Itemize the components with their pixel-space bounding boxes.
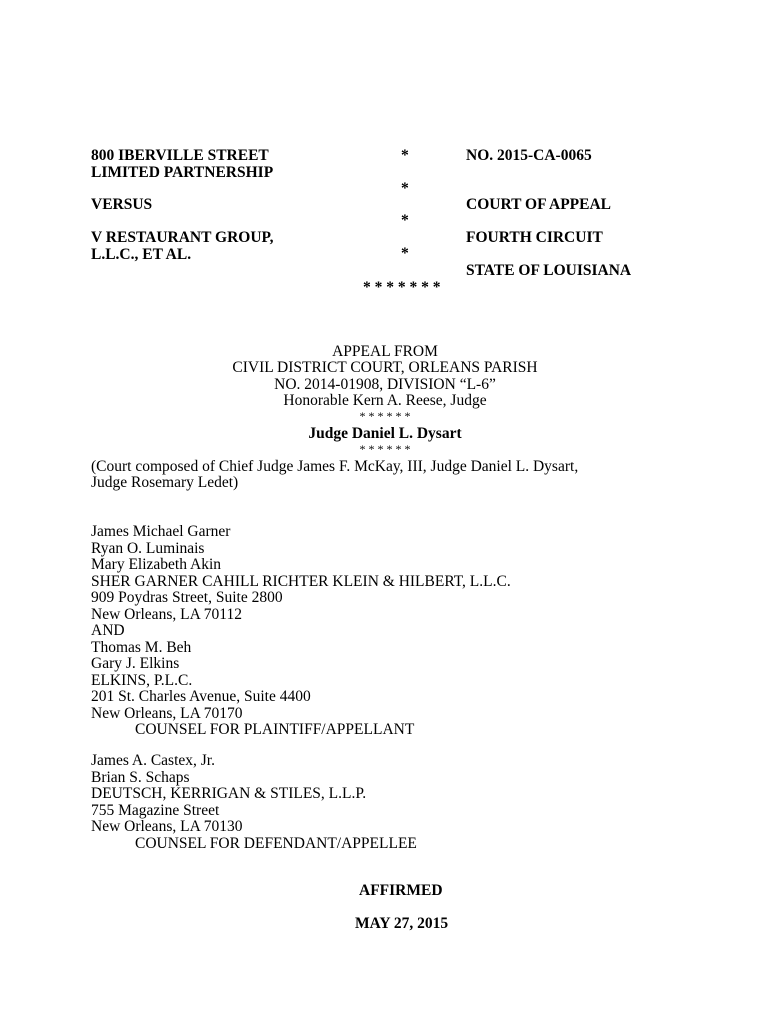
court-name: COURT OF APPEAL [466, 196, 611, 213]
counsel-line: James Michael Garner [91, 523, 231, 540]
defendant-name-line1: V RESTAURANT GROUP, [91, 229, 274, 246]
versus-label: VERSUS [91, 196, 153, 213]
plaintiff-name-line2: LIMITED PARTNERSHIP [91, 164, 274, 181]
caption-star: * [401, 245, 409, 262]
counsel-line: Thomas M. Beh [91, 638, 192, 656]
counsel-line: New Orleans, LA 70112 [91, 605, 242, 623]
counsel-line: AND [91, 622, 125, 639]
counsel-line: SHER GARNER CAHILL RICHTER KLEIN & HILBERT, L.L.C. [91, 572, 511, 590]
trial-judge-line: Honorable Kern A. Reese, Judge [283, 392, 487, 409]
counsel-line: James A. Castex, Jr. [91, 752, 215, 769]
judge-separator: * * * * * * [359, 442, 411, 456]
caption-star: * [401, 147, 409, 164]
appeal-from-line: APPEAL FROM [332, 343, 438, 360]
defendant-counsel-block [91, 753, 417, 852]
state-name: STATE OF LOUISIANA [466, 262, 632, 279]
caption-separator: * * * * * * * [363, 279, 441, 296]
disposition: AFFIRMED [359, 882, 443, 899]
case-number: NO. 2015-CA-0065 [466, 147, 592, 164]
counsel-line: Ryan O. Luminais [91, 539, 205, 557]
counsel-line: 909 Poydras Street, Suite 2800 [91, 589, 283, 606]
appeal-separator: * * * * * * [359, 409, 411, 423]
plaintiff-counsel-block [91, 524, 511, 739]
authoring-judge: Judge Daniel L. Dysart [308, 425, 462, 442]
plaintiff-name-line1: 800 IBERVILLE STREET [91, 147, 269, 164]
counsel-line: Gary J. Elkins [91, 655, 180, 672]
counsel-line: DEUTSCH, KERRIGAN & STILES, L.L.P. [91, 785, 367, 802]
counsel-line: Brian S. Schaps [91, 768, 190, 786]
lower-court-case-number: NO. 2014-01908, DIVISION “L-6” [274, 376, 496, 393]
lower-court-line: CIVIL DISTRICT COURT, ORLEANS PARISH [232, 359, 538, 376]
caption-star: * [401, 180, 409, 197]
counsel-line: 755 Magazine Street [91, 801, 220, 819]
decision-date: MAY 27, 2015 [355, 915, 449, 932]
defendant-counsel-role: COUNSEL FOR DEFENDANT/APPELLEE [135, 834, 417, 852]
composition-line2: Judge Rosemary Ledet) [91, 474, 239, 491]
circuit-name: FOURTH CIRCUIT [466, 229, 603, 246]
plaintiff-counsel-role: COUNSEL FOR PLAINTIFF/APPELLANT [135, 721, 415, 738]
counsel-line: ELKINS, P.L.C. [91, 671, 193, 689]
counsel-line: Mary Elizabeth Akin [91, 556, 221, 573]
counsel-line: New Orleans, LA 70170 [91, 704, 243, 722]
counsel-line: New Orleans, LA 70130 [91, 818, 243, 835]
caption-star: * [401, 212, 409, 229]
defendant-name-line2: L.L.C., ET AL. [91, 246, 192, 263]
counsel-line: 201 St. Charles Avenue, Suite 4400 [91, 688, 311, 705]
composition-line1: (Court composed of Chief Judge James F. McKay, III, Judge Daniel L. Dysart, [91, 458, 579, 475]
